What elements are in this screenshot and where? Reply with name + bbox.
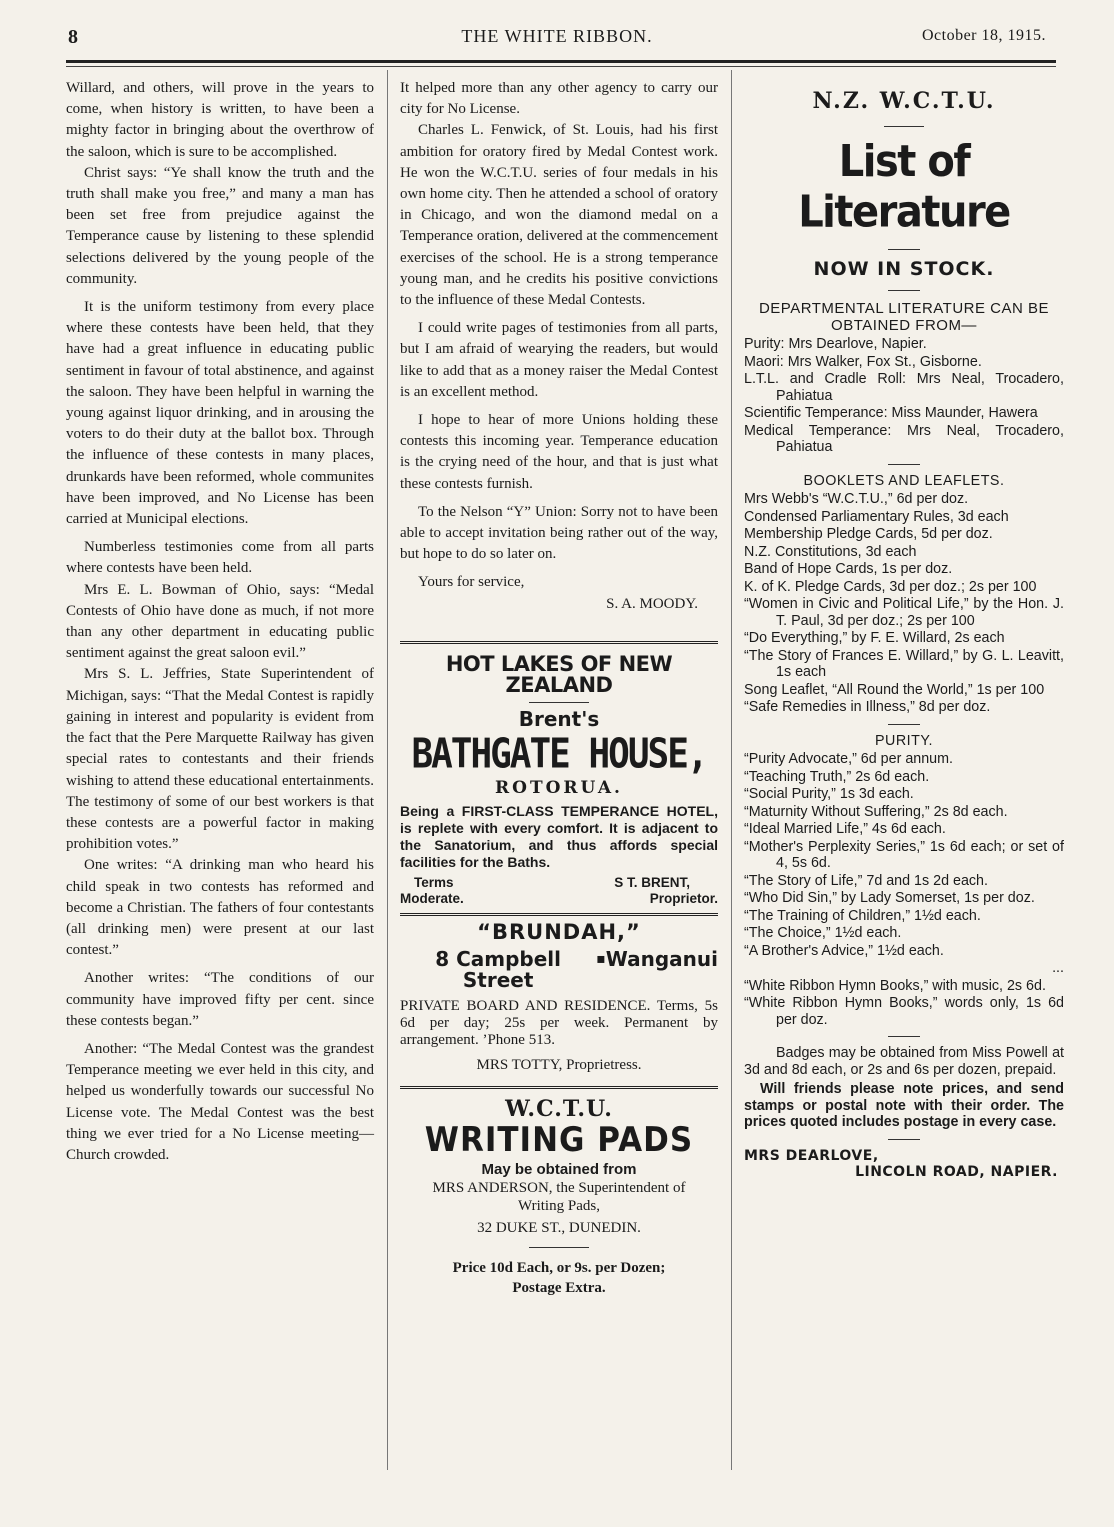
paragraph: I could write pages of testimonies from all parts, but I am afraid of wearying the readers, but would like to add that as a money raiser the Medal Contest is an excellent method. xyxy=(400,320,718,400)
literature-item: “Who Did Sin,” by Lady Somerset, 1s per doz. xyxy=(744,890,1035,906)
paragraph: To the Nelson “Y” Union: Sorry not to have been able to accept invitation being rather out of the way, but hope to do so later on. xyxy=(400,503,718,563)
literature-item: K. of K. Pledge Cards, 3d per doz.; 2s per 100 xyxy=(744,578,1037,595)
paragraph: Mrs E. L. Bowman of Ohio, says: “Medal Contests of Ohio have done as much, if not more than any other department in educating public sentiment against the great saloon evil.” xyxy=(66,581,374,662)
ad-body: Being a FIRST-CLASS TEMPERANCE HOTEL, is replete with every comfort. It is adjacent to the Sanatorium, and thus affords special facilities for the Baths. xyxy=(400,802,718,870)
literature-item: “Maturnity Without Suffering,” 2s 8d each. xyxy=(744,803,1008,820)
literature-item: Song Leaflet, “All Round the World,” 1s per 100 xyxy=(744,681,1045,698)
paragraph: Mrs S. L. Jeffries, State Superintendent of Michigan, says: “That the Medal Contest is rapidly gaining in interest and popularity is evident from the fact that the Pere Marquette Railway has given special rates to contestants and their friends wishing to attend these educational entertainments. The testimony of some of our best workers is that these contests are a powerful factor in making prohibition votes.” xyxy=(66,666,374,853)
ad-line: May be obtained from xyxy=(481,1161,637,1179)
paragraph: Christ says: “Ye shall know the truth and the truth shall make you free,” and many a man has been set free from prejudice against the Temperance cause by listening to these splendid selections delivered by the young people of the community. xyxy=(66,164,374,287)
page-header xyxy=(0,22,1114,52)
terms-label: Terms xyxy=(414,874,454,890)
ad-price: Postage Extra. xyxy=(512,1280,606,1297)
ad-body: PRIVATE BOARD AND RESIDENCE. Terms, 5s 6d per day; 25s per week. Permanent by arrangement. ’Phone 513. xyxy=(400,997,718,1048)
literature-item: Purity: Mrs Dearlove, Napier. xyxy=(744,336,927,352)
divider xyxy=(529,702,589,703)
signature-address: LINCOLN ROAD, NAPIER. xyxy=(855,1164,1058,1180)
street: 8 Campbell Street xyxy=(435,947,562,993)
terms-value: Moderate. xyxy=(400,890,464,906)
literature-item: “The Choice,” 1½d each. xyxy=(744,925,902,941)
ad-rule xyxy=(400,913,718,916)
org-heading: N.Z. W.C.T.U. xyxy=(812,88,996,114)
literature-item: Band of Hope Cards, 1s per doz. xyxy=(744,561,953,577)
paragraph: It helped more than any other agency to carry our city for No License. xyxy=(400,80,718,118)
divider xyxy=(888,464,920,465)
ad-heading: WRITING PADS xyxy=(424,1120,694,1160)
literature-subtitle: NOW IN STOCK. xyxy=(813,258,995,280)
header-rule-thin xyxy=(66,66,1056,67)
paragraph: Another: “The Medal Contest was the grandest Temperance meeting we ever held in this city, and helped us wonderfully towards our successful No License vote. The Medal Contest was the best thing we ever tried for a No License meeting—Church crowded. xyxy=(66,1040,374,1163)
ad-rule xyxy=(400,641,718,644)
issue-date: October 18, 1915. xyxy=(921,27,1046,44)
ad-brundah xyxy=(400,919,718,1076)
literature-item: “White Ribbon Hymn Books,” with music, 2s 6d. xyxy=(744,977,1046,994)
article-signature: S. A. MOODY. xyxy=(606,595,698,612)
literature-item: “Safe Remedies in Illness,” 8d per doz. xyxy=(744,699,991,715)
ad-hot-lakes xyxy=(400,651,718,907)
article-column-1 xyxy=(66,78,374,1166)
ad-heading: HOT LAKES OF NEW ZEALAND xyxy=(445,651,673,698)
literature-item: Mrs Webb's “W.C.T.U.,” 6d per doz. xyxy=(744,491,969,507)
literature-list xyxy=(744,301,1064,1181)
divider xyxy=(884,126,924,127)
paragraph: Another writes: “The conditions of our community have improved fifty per cent. since these contests began.” xyxy=(66,970,374,1029)
literature-item: “White Ribbon Hymn Books,” words only, 1s 6d per doz. xyxy=(744,995,1064,1028)
ad-owner-name: Brent's xyxy=(518,707,600,732)
literature-item: “Do Everything,” by F. E. Willard, 2s each xyxy=(744,630,1005,646)
literature-item: N.Z. Constitutions, 3d each xyxy=(744,543,917,560)
page-number: 8 xyxy=(68,26,78,48)
divider xyxy=(888,290,920,291)
divider xyxy=(888,724,920,725)
paragraph: I hope to hear of more Unions holding these contests this incoming year. Temperance education is the crying need of the hour, and that is just what these contests furnish. xyxy=(400,412,718,492)
ad-rule xyxy=(400,1086,718,1089)
signature-name: MRS DEARLOVE, xyxy=(744,1147,879,1164)
ad-address: 8 Campbell Street ▪ Wanganui xyxy=(400,949,718,991)
ad-writing-pads xyxy=(400,1095,718,1298)
hymn-list xyxy=(744,978,1064,1029)
proprietor-label: Proprietor. xyxy=(649,890,718,906)
paragraph: One writes: “A drinking man who heard his child speak in two contests has reformed and become a Christian. The fathers of four contestants (all drinking men) were present at our last contest.” xyxy=(66,857,374,959)
literature-item: Membership Pledge Cards, 5d per doz. xyxy=(744,526,993,542)
city: Wanganui xyxy=(605,947,718,972)
literature-item: “The Training of Children,” 1½d each. xyxy=(744,907,981,924)
newspaper-title: THE WHITE RIBBON. xyxy=(461,26,653,46)
literature-item: Condensed Parliamentary Rules, 3d each xyxy=(744,508,1009,525)
literature-item: “Purity Advocate,” 6d per annum. xyxy=(744,751,954,767)
literature-item: “A Brother's Advice,” 1½d each. xyxy=(744,942,944,959)
ad-line: MRS ANDERSON, the Superintendent of Writing Pads, xyxy=(432,1180,686,1215)
literature-item: “Social Purity,” 1s 3d each. xyxy=(744,786,914,802)
section-heading: BOOKLETS AND LEAFLETS. xyxy=(803,472,1005,489)
column-divider xyxy=(387,70,388,1470)
order-note: Will friends please note prices, and send stamps or postal note with their order. The prices quoted includes postage in every case. xyxy=(744,1081,1064,1130)
header-rule xyxy=(66,60,1056,63)
ad-price: Price 10d Each, or 9s. per Dozen; xyxy=(452,1260,666,1277)
literature-item: “Women in Civic and Political Life,” by the Hon. J. T. Paul, 3d per doz.; 2s per 100 xyxy=(744,596,1064,629)
column-divider xyxy=(731,70,732,1470)
ad-heading: “BRUNDAH,” xyxy=(477,919,641,944)
paragraph: Charles L. Fenwick, of St. Louis, had his first ambition for oratory fired by Medal Contest work. He won the W.C.T.U. series of four medals in his own home city. Then he attended a school of oratory in Chicago, and won the diamond medal on a Temperance oration, delivered at the commencement exercises of the school. He is a strong temperance young man, and he credits his positive convictions to the influence of these Medal Contests. xyxy=(400,122,718,309)
ad-owner: MRS TOTTY, Proprietress. xyxy=(476,1056,642,1073)
hotel-name: BATHGATE HOUSE, xyxy=(411,731,707,779)
purity-list xyxy=(744,751,1064,959)
badges-note: Badges may be obtained from Miss Powell at 3d and 8d each, or 2s and 6s per dozen, prepaid. xyxy=(744,1045,1064,1078)
literature-item: “Teaching Truth,” 2s 6d each. xyxy=(744,768,930,785)
literature-item: L.T.L. and Cradle Roll: Mrs Neal, Trocadero, Pahiatua xyxy=(744,371,1064,404)
divider xyxy=(529,1247,589,1248)
proprietor-name: S T. BRENT, xyxy=(614,874,690,890)
booklet-list xyxy=(744,491,1064,716)
literature-item: Medical Temperance: Mrs Neal, Trocadero, Pahiatua xyxy=(744,422,1064,455)
ad-address: 32 DUKE ST., DUNEDIN. xyxy=(477,1220,641,1237)
section-heading: DEPARTMENTAL LITERATURE CAN BE OBTAINED FROM— xyxy=(758,300,1050,334)
divider xyxy=(888,249,920,250)
literature-column xyxy=(744,78,1064,1181)
dept-list xyxy=(744,336,1064,456)
paragraph: Yours for service, xyxy=(418,574,525,591)
ad-terms-row xyxy=(400,875,718,907)
paragraph: Willard, and others, will prove in the years to come, when history is written, to have been a mighty factor in bringing about the overthrow of the saloon, which is sure to be accomplished. xyxy=(66,80,374,160)
divider xyxy=(888,1139,920,1140)
ad-org: W.C.T.U. xyxy=(505,1095,613,1122)
paragraph: Numberless testimonies come from all parts where contests have been held. xyxy=(66,539,374,577)
literature-item: “The Story of Frances E. Willard,” by G. L. Leavitt, 1s each xyxy=(744,647,1064,680)
literature-item: “Mother's Perplexity Series,” 1s 6d each; or set of 4, 5s 6d. xyxy=(744,838,1064,871)
literature-title: List of Literature xyxy=(798,136,1010,238)
ellipsis: ... xyxy=(1052,960,1064,976)
paragraph: It is the uniform testimony from every place where these contests have been held, that they have had a great influence in educating public sentiment in favour of total abstinence, and against the saloon. They have been helpful in warning the young against liquor drinking, and in arousing the voters to do their duty at the ballot box. Through the influence of these contests in many places, drunkards have been reformed, whole communites have been improved, and No License has been carried at Municipal elections. xyxy=(66,299,374,528)
literature-item: Scientific Temperance: Miss Maunder, Hawera xyxy=(744,405,1038,421)
section-heading: PURITY. xyxy=(874,732,934,749)
literature-item: Maori: Mrs Walker, Fox St., Gisborne. xyxy=(744,353,982,370)
literature-item: “The Story of Life,” 7d and 1s 2d each. xyxy=(744,872,988,889)
hotel-town: ROTORUA. xyxy=(495,777,623,798)
literature-item: “Ideal Married Life,” 4s 6d each. xyxy=(744,821,946,837)
article-column-2 xyxy=(400,78,718,1298)
divider xyxy=(888,1036,920,1037)
